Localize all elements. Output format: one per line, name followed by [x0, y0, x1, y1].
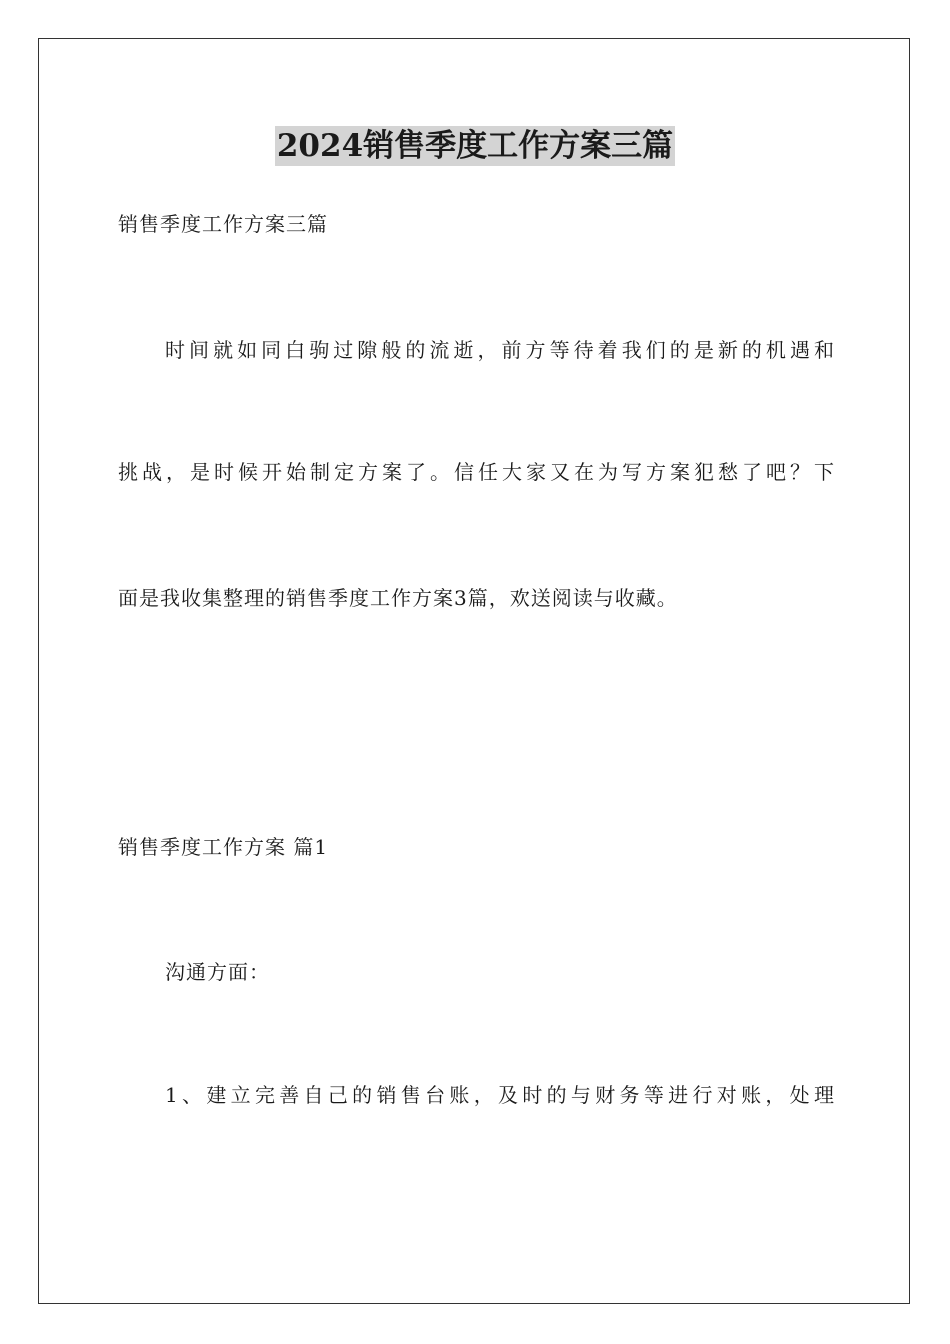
document-title: 2024销售季度工作方案三篇: [276, 128, 674, 164]
section-heading: 销售季度工作方案 篇1: [118, 835, 329, 859]
intro-line-2: 挑战，是时候开始制定方案了。信任大家又在为写方案犯愁了吧？下: [118, 460, 834, 484]
list-item-1: 1、建立完善自己的销售台账，及时的与财务等进行对账，处理: [165, 1083, 834, 1107]
section-label: 沟通方面：: [165, 960, 270, 984]
intro-line-3: 面是我收集整理的销售季度工作方案3篇，欢送阅读与收藏。: [118, 586, 678, 610]
document-subtitle: 销售季度工作方案三篇: [118, 212, 328, 236]
intro-line-1: 时间就如同白驹过隙般的流逝，前方等待着我们的是新的机遇和: [165, 338, 834, 362]
title-container: [0, 126, 950, 166]
